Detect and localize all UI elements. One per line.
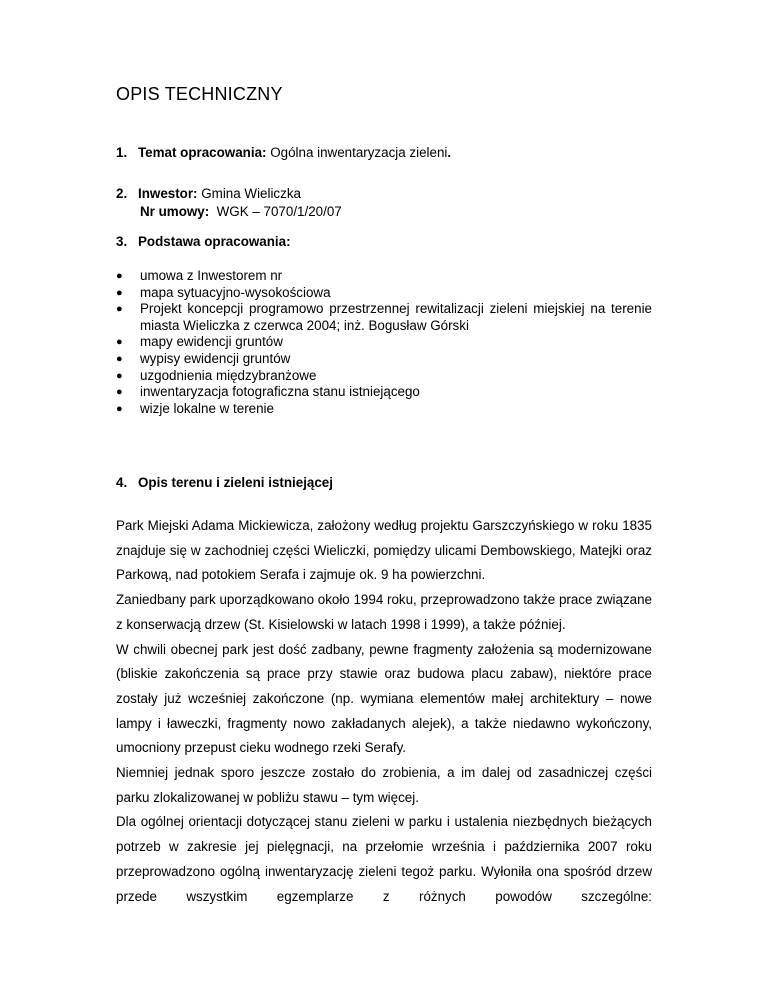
paragraph: W chwili obecnej park jest dość zadbany, pewne fragmenty założenia są modernizowane (bliskie zakończenia są prace przy stawie oraz budowa placu zabaw), niektóre prace zostały już wcześniej zakończone (np. wymiana elementów małej architektury – nowe lampy i ławeczki, fragmenty nowo zakładanych alejek), a także niedawno wykończony, umocniony przepust cieku wodnego rzeki Serafy. <box>116 641 652 756</box>
section-number: 1. <box>116 145 128 160</box>
paragraph: Dla ogólnej orientacji dotyczącej stanu zieleni w parku i ustalenia niezbędnych bieżących potrzeb w zakresie jej pielęgnacji, na przełomie września i października 2007 roku przeprowadzono ogólną inwentaryzację zieleni tegoż parku. Wyłoniła ona spośród drzew przede wszystkim egzemplarze z różnych powodów szczególne: <box>116 814 652 904</box>
list-item: ● uzgodnienia międzybranżowe <box>116 367 317 383</box>
section-2 <box>116 186 342 219</box>
paragraph: Niemniej jednak sporo jeszcze zostało do zrobienia, a im dalej od zasadniczej części parku zlokalizowanej w pobliżu stawu – tym więcej. <box>116 765 652 805</box>
section-number: 4. <box>116 475 128 490</box>
section-text: Gmina Wieliczka <box>201 186 301 201</box>
section-heading: Inwestor: <box>138 186 198 201</box>
bullet-icon: ● <box>116 386 123 399</box>
section-text: Ogólna inwentaryzacja zieleni <box>270 145 448 160</box>
paragraph: Zaniedbany park uporządkowano około 1994 roku, przeprowadzono także prace związane z konserwacją drzew (St. Kisielowski w latach 1998 i 1999), a także później. <box>116 592 652 632</box>
section-heading: Temat opracowania: <box>138 145 267 160</box>
list-item: ● Projekt koncepcji programowo przestrzennej rewitalizacji zieleni miejskiej na terenie miasta Wieliczka z czerwca 2004; inż. Bogusław Górski <box>116 301 652 333</box>
list-item: ● mapa sytuacyjno-wysokościowa <box>116 284 331 300</box>
contract-number: WGK – 7070/1/20/07 <box>216 204 342 219</box>
bullet-icon: ● <box>116 352 123 365</box>
section-4 <box>116 475 333 490</box>
list-item: ● umowa z Inwestorem nr <box>116 268 283 283</box>
list-item: ● mapy ewidencji gruntów <box>116 334 283 350</box>
list-item: ● inwentaryzacja fotograficzna stanu istniejącego <box>116 384 420 400</box>
contract-label: Nr umowy: <box>140 204 210 219</box>
bullet-icon: ● <box>116 369 123 382</box>
section-3 <box>116 234 291 249</box>
section-number: 3. <box>116 234 128 249</box>
section-heading: Opis terenu i zieleni istniejącej <box>138 475 333 490</box>
bullet-icon: ● <box>116 286 123 299</box>
list-item: ● wypisy ewidencji gruntów <box>116 350 291 366</box>
bullet-icon: ● <box>116 402 123 415</box>
list-item: ● wizje lokalne w terenie <box>116 400 274 416</box>
section-4-body <box>116 514 652 909</box>
contract-line <box>116 204 342 219</box>
section-1 <box>116 145 451 160</box>
section-number: 2. <box>116 186 128 201</box>
bullet-icon: ● <box>116 336 123 349</box>
basis-list <box>116 268 652 417</box>
section-heading: Podstawa opracowania: <box>138 234 291 249</box>
section-trail: . <box>447 145 452 160</box>
bullet-icon: ● <box>116 303 123 316</box>
document-title: OPIS TECHNICZNY <box>116 84 283 104</box>
paragraph: Park Miejski Adama Mickiewicza, założony według projektu Garszczyńskiego w roku 1835 znajduje się w zachodniej części Wieliczki, pomiędzy ulicami Dembowskiego, Matejki oraz Parkową, nad potokiem Serafa i zajmuje ok. 9 ha powierzchni. <box>116 518 652 583</box>
bullet-icon: ● <box>116 270 123 282</box>
